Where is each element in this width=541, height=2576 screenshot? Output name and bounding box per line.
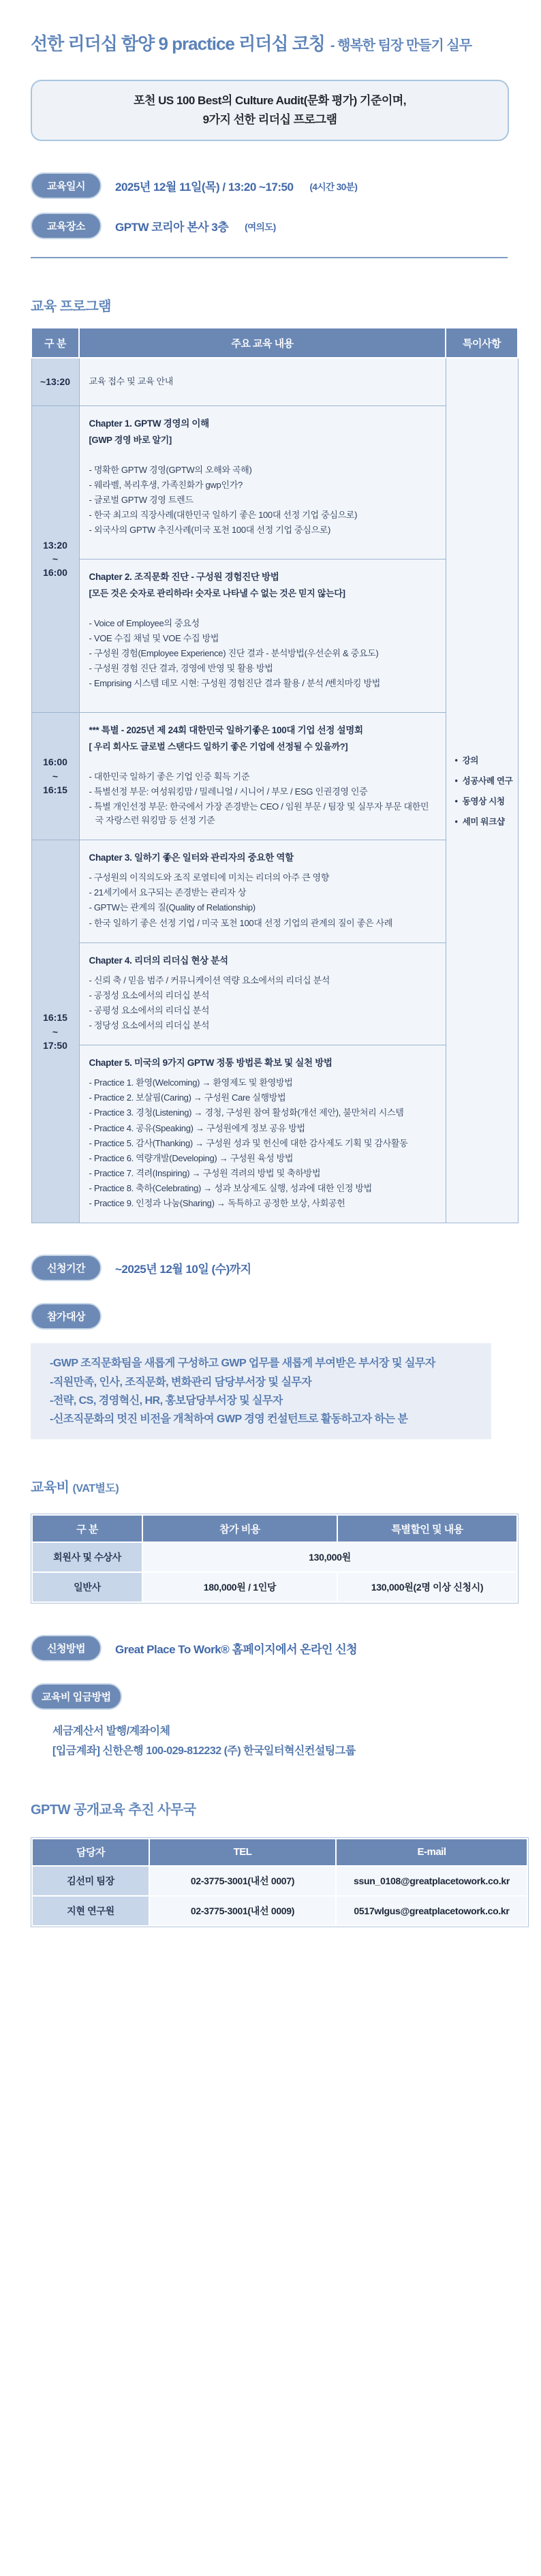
- program-cell-registration: [79, 358, 446, 405]
- target-line: -전략, CS, 경영혁신, HR, 홍보담당부서장 및 실무자: [50, 1394, 283, 1407]
- note-item: • 세미 워크샵: [455, 815, 513, 827]
- chapter2-items: [89, 617, 436, 691]
- chapter2-title: Chapter 2. 조직문화 진단 - 구성원 경험진단 방법: [89, 571, 279, 582]
- list-item: - GPTW는 관계의 질(Quality of Relationship): [89, 902, 256, 913]
- contact-name: 김선미 팀장: [33, 1867, 149, 1895]
- note-item: • 동영상 시청: [455, 795, 513, 807]
- education-place-badge: 교육장소: [31, 213, 102, 239]
- fee-row-member: [33, 1543, 516, 1571]
- intro-line-1: 포천 US 100 Best의 Culture Audit(문화 평가) 기준이며,: [134, 94, 406, 107]
- fee-table: [31, 1514, 519, 1604]
- program-heading: 교육 프로그램: [31, 299, 111, 315]
- list-item: - 정당성 요소에서의 리더십 분석: [89, 1020, 210, 1031]
- apply-period-text: ~2025년 12월 10일 (수)까지: [115, 1263, 251, 1276]
- fee-col-price: 참가 비용: [143, 1516, 337, 1542]
- fee-header-row: [33, 1516, 516, 1542]
- chapter3-items: [89, 871, 436, 930]
- time-tilde: ~: [52, 770, 59, 782]
- target-line: -신조직문화의 멋진 비전을 개척하여 GWP 경영 컨설턴트로 활동하고자 하는 분: [50, 1413, 408, 1425]
- program-cell-chapter4: [79, 942, 446, 1045]
- list-item: - 신뢰 축 / 믿음 범주 / 커뮤니케이션 역량 요소에서의 리더십 분석: [89, 975, 330, 985]
- target-badge-row: [31, 1303, 519, 1330]
- list-item: - VOE 수집 채널 및 VOE 수집 방법: [89, 632, 219, 643]
- list-item: - 구성원 경험 진단 결과, 경영에 반영 및 활용 방법: [89, 663, 273, 674]
- time-cell: ~13:20: [31, 358, 79, 405]
- divider: [31, 257, 508, 258]
- chapter4-items: [89, 974, 436, 1033]
- program-col-content: 주요 교육 내용: [79, 328, 446, 358]
- contact-email: ssun_0108@greatplacetowork.co.kr: [337, 1867, 527, 1895]
- target-box: [31, 1343, 491, 1439]
- payment-badge-row: [31, 1683, 519, 1710]
- fees-heading: [31, 1476, 519, 1496]
- list-item: - Practice 3. 경청(Listening) → 경청, 구성원 참여 활성화(개선 제안), 불만처리 시스템: [89, 1107, 404, 1118]
- contact-row: [33, 1867, 527, 1895]
- target-badge: 참가대상: [31, 1303, 102, 1330]
- fee-category: 일반사: [33, 1573, 142, 1601]
- time-end: 16:00: [43, 567, 67, 579]
- list-item: - Voice of Employee의 중요성: [89, 617, 200, 628]
- fee-col-category: 구 분: [33, 1516, 142, 1542]
- education-place-text: GPTW 코리아 본사 3층: [115, 221, 229, 234]
- time-cell: [31, 840, 79, 1223]
- chapter2-subtitle: [모든 것은 숫자로 관리하라! 숫자로 나타낼 수 없는 것은 믿지 않는다]: [89, 587, 345, 598]
- program-row-chapter1: [31, 405, 518, 559]
- list-item: - 구성원의 이직의도와 조직 로열티에 미치는 리더의 아주 큰 영향: [89, 872, 330, 883]
- special-items: [89, 770, 436, 828]
- page-title-sub: - 행복한 팀장 만들기 실무: [330, 38, 472, 53]
- contact-email: 0517wlgus@greatplacetowork.co.kr: [337, 1897, 527, 1925]
- special-title: *** 특별 - 2025년 제 24회 대한민국 일하기좋은 100대 기업 선정 설명회: [89, 724, 363, 735]
- time-tilde: ~: [52, 1026, 59, 1037]
- list-item: - 특별 개인선정 부문: 한국에서 가장 존경받는 CEO / 임원 부문 / 팀장 및 실무자 부문 대한민국 자랑스런 워킹맘 등 선정 기준: [89, 801, 429, 826]
- notes-list: [447, 754, 517, 827]
- chapter5-items: [89, 1076, 436, 1210]
- education-place-note: (여의도): [245, 221, 276, 232]
- list-item: - Emprising 시스템 데모 시현: 구성원 경험진단 결과 활용 / 분석 /벤치마킹 방법: [89, 678, 381, 689]
- education-date-badge: 교육일시: [31, 172, 102, 199]
- contact-row: [33, 1897, 527, 1925]
- chapter1-subtitle: [GWP 경영 바로 알기]: [89, 434, 172, 445]
- list-item: - Practice 8. 축하(Celebrating) → 성과 보상제도 실행, 성과에 대한 인정 방법: [89, 1183, 372, 1194]
- apply-method-row: [31, 1635, 519, 1661]
- page-title-main: 선한 리더십 함양 9 practice 리더십 코칭: [31, 33, 325, 54]
- target-line: -직원만족, 인사, 조직문화, 변화관리 담당부서장 및 실무자: [50, 1376, 312, 1388]
- fees-heading-note: (VAT별도): [72, 1483, 119, 1495]
- list-item: - 공평성 요소에서의 리더십 분석: [89, 1005, 210, 1015]
- time-tilde: ~: [52, 553, 59, 564]
- fee-price: 180,000원 / 1인당: [143, 1573, 337, 1601]
- list-item: - 21세기에서 요구되는 존경받는 관리자 상: [89, 887, 247, 898]
- fee-row-general: [33, 1573, 516, 1601]
- page-title: [31, 30, 519, 55]
- education-date-note: (4시간 30분): [309, 181, 358, 192]
- list-item: - Practice 6. 역량개발(Developing) → 구성원 육성 방법: [89, 1152, 294, 1163]
- program-cell-chapter5: [79, 1045, 446, 1223]
- program-cell-special: [79, 712, 446, 840]
- contact-tel: 02-3775-3001(내선 0007): [150, 1867, 335, 1895]
- program-cell-chapter3: [79, 840, 446, 942]
- contact-col-name: 담당자: [33, 1839, 149, 1865]
- contact-col-tel: TEL: [150, 1839, 335, 1865]
- list-item: - Practice 2. 보살핌(Caring) → 구성원 Care 실행방법: [89, 1092, 286, 1103]
- contact-tel: 02-3775-3001(내선 0009): [150, 1897, 335, 1925]
- apply-period-badge: 신청기간: [31, 1255, 102, 1281]
- payment-lines: [52, 1722, 519, 1762]
- chapter5-title: Chapter 5. 미국의 9가지 GPTW 정통 방법론 확보 및 실천 방법: [89, 1058, 333, 1069]
- target-line: -GWP 조직문화팀을 새롭게 구성하고 GWP 업무를 새롭게 부여받은 부서장 및 실무자: [50, 1358, 435, 1370]
- list-item: - 대한민국 일하기 좋은 기업 인증 획득 기준: [89, 771, 250, 782]
- time-cell: [31, 405, 79, 712]
- time-end: 17:50: [43, 1039, 67, 1051]
- contact-name: 지현 연구원: [33, 1897, 149, 1925]
- apply-method-text: Great Place To Work® 홈페이지에서 온라인 신청: [115, 1643, 358, 1657]
- intro-box: [31, 80, 509, 141]
- program-cell-chapter2: [79, 559, 446, 712]
- contact-col-email: E-mail: [337, 1839, 527, 1865]
- office-heading: GPTW 공개교육 추진 사무국: [31, 1802, 196, 1818]
- list-item: - 명확한 GPTW 경영(GPTW의 오해와 곡해): [89, 464, 252, 475]
- chapter1-items: [89, 463, 436, 538]
- list-item: - Practice 1. 환영(Welcoming) → 환영제도 및 환영방법: [89, 1077, 293, 1088]
- time-start: 16:15: [43, 1012, 67, 1024]
- payment-badge: 교육비 입금방법: [31, 1683, 122, 1710]
- apply-period-row: [31, 1255, 519, 1281]
- fee-category: 회원사 및 수상사: [33, 1543, 142, 1571]
- registration-text: 교육 접수 및 교육 안내: [89, 376, 174, 387]
- notes-cell: [446, 358, 518, 1223]
- education-date-text: 2025년 12월 11일(목) / 13:20 ~17:50: [115, 181, 294, 194]
- program-row-registration: [31, 358, 518, 405]
- list-item: - 구성원 경험(Employee Experience) 진단 결과 - 분석방법(우선순위 & 중요도): [89, 647, 379, 658]
- program-table: [31, 327, 519, 1223]
- list-item: - Practice 7. 격려(Inspiring) → 구성원 격려의 방법 및 축하방법: [89, 1167, 321, 1178]
- fee-price-merged: 130,000원: [143, 1543, 516, 1571]
- list-item: - 한국 일하기 좋은 선정 기업 / 미국 포천 100대 선정 기업의 관계의 질이 좋은 사례: [89, 917, 393, 928]
- list-item: - 특별선정 부문: 여성워킹맘 / 밀레니얼 / 시니어 / 부모 / ESG 인권경영 인증: [89, 786, 368, 797]
- special-subtitle: [ 우리 회사도 글로벌 스탠다드 일하기 좋은 기업에 선정될 수 있을까?]: [89, 741, 348, 752]
- list-item: - Practice 9. 인정과 나눔(Sharing) → 독특하고 공정한 보상, 사회공헌: [89, 1198, 345, 1209]
- list-item: - 웨라벨, 복리후생, 가족친화가 gwp인가?: [89, 479, 243, 490]
- time-start: 13:20: [43, 539, 67, 551]
- program-row-chapter3: [31, 840, 518, 942]
- contact-table: [31, 1837, 529, 1927]
- list-item: - 한국 최고의 직장사례(대한민국 일하기 좋은 100대 선정 기업 중심으로): [89, 510, 358, 521]
- list-item: - 외국사의 GPTW 추진사례(미국 포천 100대 선정 기업 중심으로): [89, 525, 331, 536]
- program-col-notes: 특이사항: [446, 328, 518, 358]
- list-item: - Practice 4. 공유(Speaking) → 구성원에게 정보 공유 방법: [89, 1122, 305, 1133]
- education-place-row: [31, 213, 519, 239]
- list-item: - 글로벌 GPTW 경영 트렌드: [89, 494, 194, 505]
- program-col-category: 구 분: [31, 328, 79, 358]
- note-item: • 성공사례 연구: [455, 774, 513, 786]
- payment-line: [입금계좌] 신한은행 100-029-812232 (주) 한국일터혁신컨설팅그룹: [52, 1745, 356, 1757]
- intro-line-2: 9가지 선한 리더십 프로그램: [202, 113, 337, 127]
- fees-heading-text: 교육비: [31, 1480, 69, 1496]
- contact-header-row: [33, 1839, 527, 1865]
- chapter4-title: Chapter 4. 리더의 리더십 현상 분석: [89, 955, 228, 966]
- program-header-row: [31, 328, 518, 358]
- fee-col-discount: 특별할인 및 내용: [338, 1516, 516, 1542]
- program-row-chapter5: [31, 1045, 518, 1223]
- apply-method-badge: 신청방법: [31, 1635, 102, 1661]
- fee-discount: 130,000원(2명 이상 신청시): [338, 1573, 516, 1601]
- payment-line: 세금계산서 발행/계좌이체: [52, 1726, 170, 1738]
- education-date-row: [31, 172, 519, 199]
- note-item: • 강의: [455, 754, 513, 766]
- time-start: 16:00: [43, 756, 67, 768]
- program-row-chapter4: [31, 942, 518, 1045]
- program-row-chapter2: [31, 559, 518, 712]
- chapter3-title: Chapter 3. 일하기 좋은 일터와 관리자의 중요한 역할: [89, 853, 294, 863]
- time-cell: [31, 712, 79, 840]
- list-item: - 공정성 요소에서의 리더십 분석: [89, 990, 210, 1000]
- program-cell-chapter1: [79, 405, 446, 559]
- program-row-special: [31, 712, 518, 840]
- chapter1-title: Chapter 1. GPTW 경영의 이해: [89, 418, 209, 429]
- time-end: 16:15: [43, 784, 67, 796]
- list-item: - Practice 5. 감사(Thanking) → 구성원 성과 및 헌신에 대한 감사제도 기획 및 감사활동: [89, 1137, 408, 1148]
